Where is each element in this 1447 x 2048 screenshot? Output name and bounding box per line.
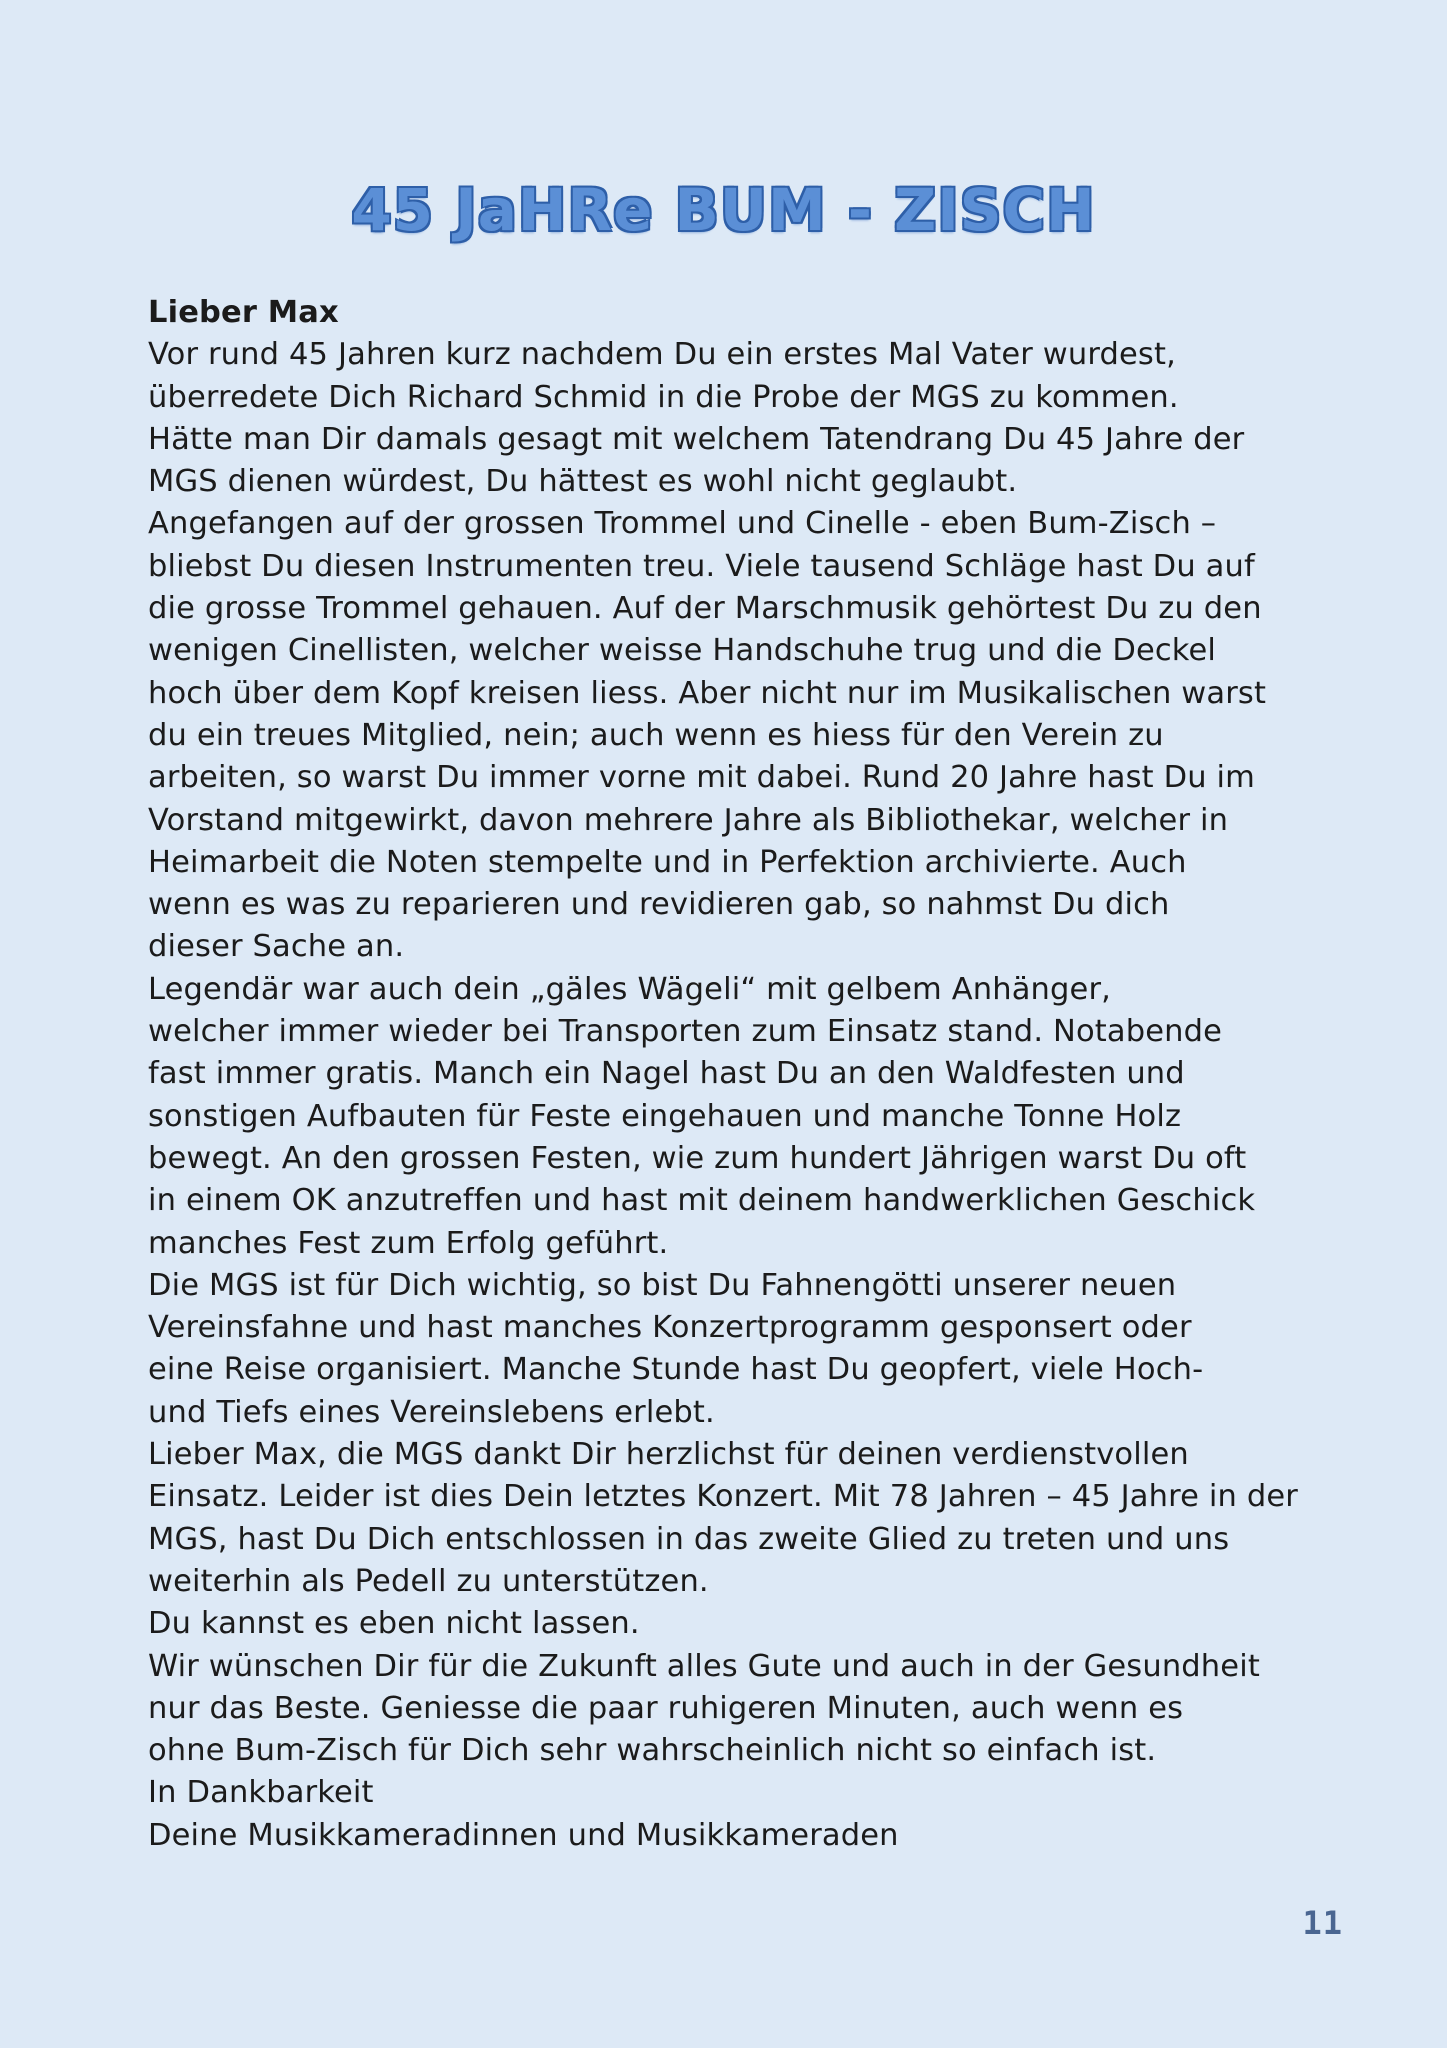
letter-line: eine Reise organisiert. Manche Stunde hast Du geopfert, viele Hoch- [148, 1352, 1204, 1388]
letter-line: Lieber Max, die MGS dankt Dir herzlichst für deinen verdienstvollen [148, 1437, 1189, 1473]
letter-line: Vor rund 45 Jahren kurz nachdem Du ein erstes Mal Vater wurdest, [148, 337, 1176, 373]
letter-line: wenigen Cinellisten, welcher weisse Handschuhe trug und die Deckel [148, 633, 1217, 669]
letter-line: und Tiefs eines Vereinslebens erlebt. [148, 1394, 715, 1430]
letter-line: in einem OK anzutreffen und hast mit deinem handwerklichen Geschick [148, 1183, 1256, 1219]
letter-line: bewegt. An den grossen Festen, wie zum hundert Jährigen warst Du oft [148, 1140, 1247, 1176]
letter-line: du ein treues Mitglied, nein; auch wenn es hiess für den Verein zu [148, 717, 1164, 753]
letter-signature: Deine Musikkameradinnen und Musikkameraden [148, 1817, 899, 1853]
letter-line: welcher immer wieder bei Transporten zum Einsatz stand. Notabende [148, 1014, 1223, 1050]
letter-line: bliebst Du diesen Instrumenten treu. Viele tausend Schläge hast Du auf [148, 548, 1255, 584]
letter-line: ohne Bum-Zisch für Dich sehr wahrscheinlich nicht so einfach ist. [148, 1733, 1157, 1769]
letter-closing: In Dankbarkeit [148, 1775, 374, 1811]
letter-line: fast immer gratis. Manch ein Nagel hast Du an den Waldfesten und [148, 1056, 1185, 1092]
letter-line: Angefangen auf der grossen Trommel und Cinelle - eben Bum-Zisch – [148, 506, 1217, 542]
letter-line: Vereinsfahne und hast manches Konzertprogramm gesponsert oder [148, 1310, 1192, 1346]
letter-line: Du kannst es eben nicht lassen. [148, 1606, 640, 1642]
letter-line: hoch über dem Kopf kreisen liess. Aber nicht nur im Musikalischen warst [148, 675, 1267, 711]
letter-line: weiterhin als Pedell zu unterstützen. [148, 1563, 709, 1599]
letter-line: die grosse Trommel gehauen. Auf der Marschmusik gehörtest Du zu den [148, 591, 1262, 627]
letter-body [148, 292, 1368, 1857]
letter-line: manches Fest zum Erfolg geführt. [148, 1225, 669, 1261]
letter-line: wenn es was zu reparieren und revidieren gab, so nahmst Du dich [148, 887, 1170, 923]
letter-line: MGS dienen würdest, Du hättest es wohl nicht geglaubt. [148, 464, 1018, 500]
letter-line: arbeiten, so warst Du immer vorne mit dabei. Rund 20 Jahre hast Du im [148, 760, 1256, 796]
letter-line: Legendär war auch dein „gäles Wägeli“ mit gelbem Anhänger, [148, 971, 1111, 1007]
letter-line: überredete Dich Richard Schmid in die Probe der MGS zu kommen. [148, 379, 1179, 415]
page-number: 11 [1302, 1904, 1343, 1942]
letter-line: dieser Sache an. [148, 929, 405, 965]
letter-line: Wir wünschen Dir für die Zukunft alles Gute und auch in der Gesundheit [148, 1648, 1260, 1684]
page-title: 45 JaHRe BUM - ZISCH [351, 176, 1096, 244]
letter-line: Heimarbeit die Noten stempelte und in Perfektion archivierte. Auch [148, 844, 1187, 880]
letter-salutation: Lieber Max [148, 295, 339, 330]
letter-line: Die MGS ist für Dich wichtig, so bist Du Fahnengötti unserer neuen [148, 1267, 1177, 1303]
letter-line: nur das Beste. Geniesse die paar ruhigeren Minuten, auch wenn es [148, 1690, 1184, 1726]
letter-line: Vorstand mitgewirkt, davon mehrere Jahre als Bibliothekar, welcher in [148, 802, 1229, 838]
letter-line: MGS, hast Du Dich entschlossen in das zweite Glied zu treten und uns [148, 1521, 1230, 1557]
letter-line: sonstigen Aufbauten für Feste eingehauen und manche Tonne Holz [148, 1098, 1182, 1134]
letter-line: Hätte man Dir damals gesagt mit welchem Tatendrang Du 45 Jahre der [148, 421, 1245, 457]
letter-line: Einsatz. Leider ist dies Dein letztes Konzert. Mit 78 Jahren – 45 Jahre in der [148, 1479, 1298, 1515]
